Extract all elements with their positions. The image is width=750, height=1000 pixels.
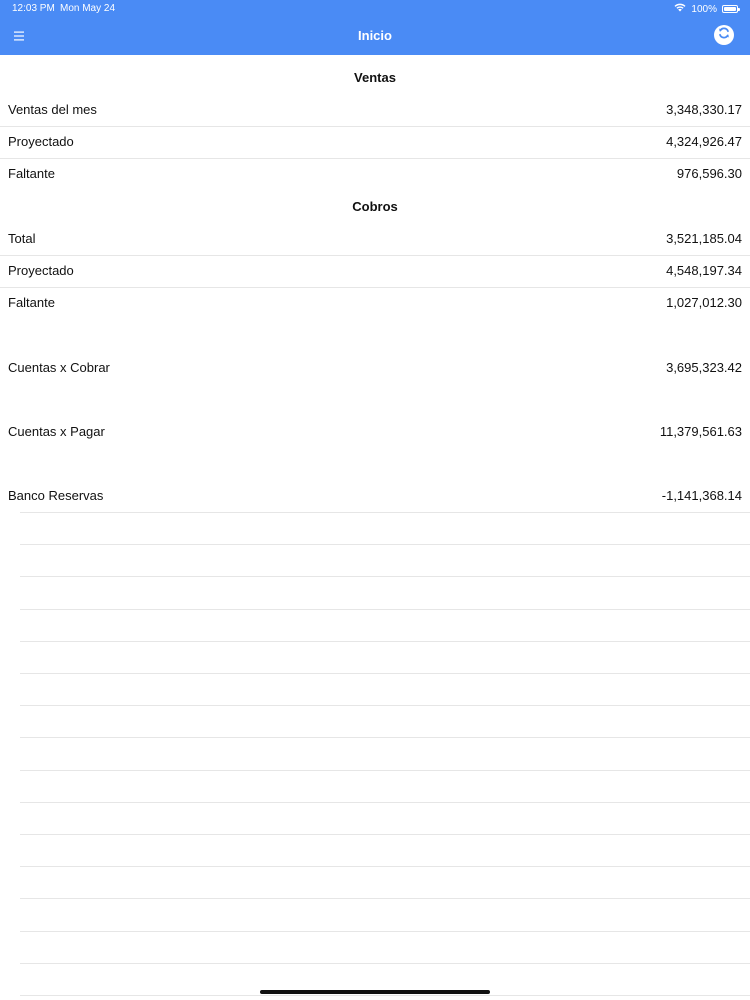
row-value: -1,141,368.14 xyxy=(661,488,742,503)
battery-icon xyxy=(722,5,738,13)
empty-row-divider xyxy=(20,705,750,706)
empty-row-divider xyxy=(20,898,750,899)
empty-row-divider xyxy=(20,544,750,545)
empty-row-divider xyxy=(20,931,750,932)
row-value: 976,596.30 xyxy=(676,166,742,181)
row-label: Cuentas x Pagar xyxy=(8,424,105,439)
empty-row-divider xyxy=(20,834,750,835)
empty-row-divider xyxy=(20,802,750,803)
list-item-cobros-total[interactable] xyxy=(0,223,750,255)
empty-row-divider xyxy=(20,770,750,771)
empty-row-divider xyxy=(20,995,750,996)
row-label: Proyectado xyxy=(8,263,74,278)
empty-row-divider xyxy=(20,963,750,964)
row-value: 4,324,926.47 xyxy=(666,134,742,149)
list-item-cuentas-cobrar[interactable] xyxy=(0,352,750,384)
empty-row-divider xyxy=(20,641,750,642)
page-title: Inicio xyxy=(358,28,392,43)
empty-row-divider xyxy=(20,673,750,674)
row-value: 3,521,185.04 xyxy=(666,231,742,246)
row-value: 3,348,330.17 xyxy=(666,102,742,117)
list-item-cuentas-pagar[interactable] xyxy=(0,416,750,448)
refresh-button[interactable] xyxy=(714,25,734,45)
row-label: Total xyxy=(8,231,36,246)
list-item-ventas-del-mes[interactable] xyxy=(0,94,750,126)
empty-row-divider xyxy=(20,512,750,513)
empty-row-divider xyxy=(20,737,750,738)
row-label: Cuentas x Cobrar xyxy=(8,360,110,375)
list-item-ventas-proyectado[interactable] xyxy=(0,126,750,158)
empty-row-divider xyxy=(20,866,750,867)
row-value: 4,548,197.34 xyxy=(666,263,742,278)
section-title-ventas: Ventas xyxy=(354,70,396,85)
battery-percentage: 100% xyxy=(691,3,717,15)
wifi-icon xyxy=(674,3,686,15)
section-title-cobros: Cobros xyxy=(352,199,398,214)
status-time: 12:03 PM xyxy=(12,3,55,14)
row-value: 3,695,323.42 xyxy=(666,360,742,375)
row-label: Banco Reservas xyxy=(8,488,104,503)
list-item-cobros-faltante[interactable] xyxy=(0,287,750,319)
list-item-ventas-faltante[interactable] xyxy=(0,158,750,190)
status-date: Mon May 24 xyxy=(60,3,116,14)
row-label: Ventas del mes xyxy=(8,102,97,117)
refresh-icon xyxy=(717,26,731,45)
row-value: 1,027,012.30 xyxy=(666,295,742,310)
navigation-header xyxy=(0,0,750,55)
row-label: Faltante xyxy=(8,295,55,310)
list-item-banco-reservas[interactable] xyxy=(0,480,750,512)
empty-row-divider xyxy=(20,609,750,610)
empty-row-divider xyxy=(20,576,750,577)
status-indicators xyxy=(674,2,738,16)
list-item-cobros-proyectado[interactable] xyxy=(0,255,750,287)
row-label: Faltante xyxy=(8,166,55,181)
row-value: 11,379,561.63 xyxy=(659,424,742,439)
home-indicator xyxy=(260,990,490,994)
row-label: Proyectado xyxy=(8,134,74,149)
